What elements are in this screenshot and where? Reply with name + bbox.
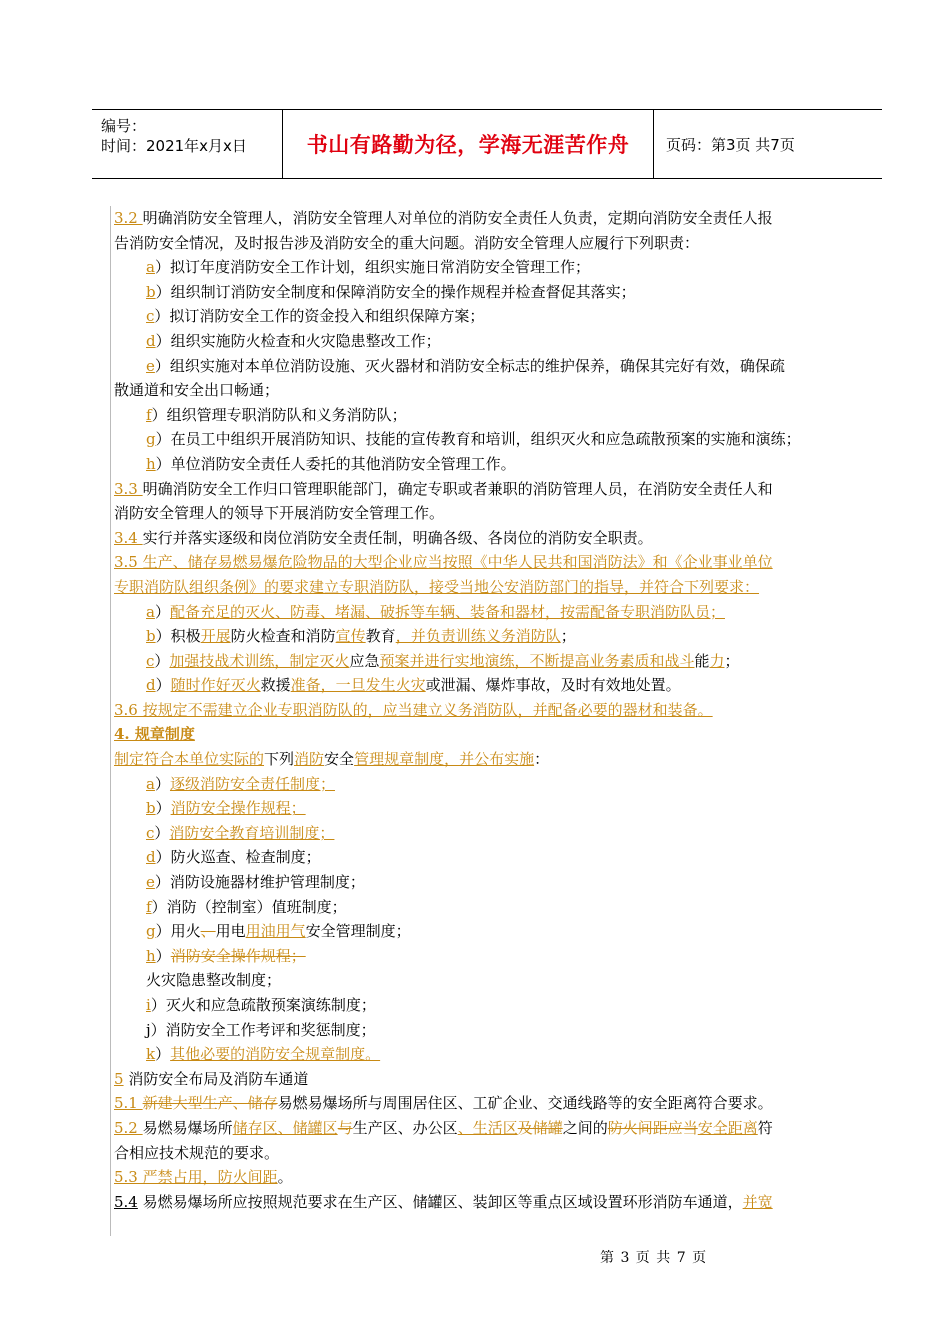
body-line	[111, 895, 866, 920]
revised-text: ，并负责训练义务消防队	[395, 627, 561, 646]
revised-text: 宣传	[335, 627, 366, 646]
body-line	[111, 329, 866, 354]
body-text: 能	[694, 651, 710, 670]
body-line	[111, 231, 866, 256]
body-text: 安全	[324, 750, 355, 769]
revised-text: 5.4	[114, 1192, 138, 1211]
revised-text: c	[146, 651, 155, 670]
body-text: 生产区、办公区	[352, 1118, 458, 1137]
revised-text: 5.2	[114, 1118, 143, 1137]
body-text: 或泄漏、爆炸事故，及时有效地处置。	[425, 676, 681, 695]
deleted-text: 新建大型生产、储存	[142, 1094, 278, 1113]
body-text: 易燃易爆场所与周围居住区、工矿企业、交通线路等的安全距离符合要求。	[277, 1094, 773, 1113]
body-line	[111, 624, 866, 649]
body-line	[111, 600, 866, 625]
body-text: j）消防安全工作考评和奖惩制度；	[146, 1020, 376, 1039]
revised-text: i	[146, 996, 151, 1014]
revised-text: a	[146, 602, 155, 621]
revised-text: 5.1	[114, 1094, 143, 1113]
revised-text: g	[146, 922, 156, 941]
body-line	[111, 1165, 866, 1190]
revised-text: f	[146, 405, 152, 424]
revised-text: b	[146, 282, 156, 301]
body-text: 易燃易爆场所应按照规范要求在生产区、储罐区、装卸区等重点区域设置环形消防车通道，	[137, 1192, 743, 1211]
body-text: ）组织实施防火检查和火灾隐患整改工作；	[155, 331, 441, 350]
body-line	[111, 1018, 866, 1043]
header-motto-cell	[282, 110, 654, 178]
revised-text: d	[146, 676, 156, 695]
revised-text: 预案并进行实地演练，不断提高业务素质和战斗	[379, 651, 695, 670]
body-line	[111, 870, 866, 895]
revised-text: 5.3 严禁占用，防火间距	[114, 1168, 278, 1187]
body-text: ）	[155, 676, 171, 695]
body-line	[111, 403, 866, 428]
revised-text: 管理规章制度，并公布实施	[354, 750, 535, 769]
body-line	[111, 255, 866, 280]
body-line	[111, 796, 866, 821]
revised-text: e	[146, 356, 155, 375]
revised-text: 制定符合本单位实际的	[114, 750, 265, 769]
body-text: 消防安全布局及消防车通道	[123, 1069, 309, 1088]
body-line	[111, 919, 866, 944]
body-line	[111, 477, 866, 502]
body-text: 防火检查和消防	[230, 627, 336, 646]
body-line	[111, 845, 866, 870]
body-text: ；	[560, 627, 576, 646]
body-text: ）	[154, 651, 170, 670]
revised-text: 3.4	[114, 528, 143, 547]
body-line	[111, 993, 866, 1018]
revised-text: 消防安全操作规程；	[170, 799, 306, 818]
body-text: 下列	[264, 750, 295, 769]
body-text: ）灭火和应急疏散预案演练制度；	[150, 996, 376, 1014]
body-line	[111, 452, 866, 477]
body-text: 消防安全管理人的领导下开展消防安全管理工作。	[114, 504, 445, 523]
body-line	[111, 1141, 866, 1166]
body-line	[111, 378, 866, 403]
deleted-text: 防火间距应当	[607, 1118, 698, 1137]
revised-text: 3.2	[114, 209, 143, 227]
body-text: ）	[155, 799, 171, 818]
header-left-cell	[92, 110, 282, 178]
revised-text: h	[146, 454, 156, 473]
body-text: 易燃易爆场所	[142, 1118, 233, 1137]
body-text: ）单位消防安全责任人委托的其他消防安全管理工作。	[155, 454, 516, 473]
body-text: ）消防设施器材维护管理制度；	[154, 873, 365, 892]
body-line	[111, 354, 866, 379]
body-text: 之间的	[562, 1118, 608, 1137]
revised-text: 3.5 生产、储存易燃易爆危险物品的大型企业应当按照《中华人民共和国消防法》和《企业事业单位	[114, 553, 773, 572]
body-line	[111, 1190, 866, 1215]
revised-text: 4. 规章制度	[114, 725, 195, 744]
body-text: ）消防（控制室）值班制度；	[151, 897, 347, 916]
revised-text: c	[146, 823, 155, 842]
revised-text: 、生活区	[457, 1118, 518, 1137]
body-text: 安全管理制度；	[305, 922, 411, 941]
revised-text: b	[146, 799, 156, 818]
revised-text: 随时作好灭火	[170, 676, 261, 695]
revised-text: k	[146, 1045, 156, 1064]
body-text: ）组织实施对本单位消防设施、灭火器材和消防安全标志的维护保养，确保其完好有效，确保疏	[154, 356, 785, 375]
revised-text: 消防安全教育培训制度；	[169, 823, 335, 842]
body-text: ）组织制订消防安全制度和保障消防安全的操作规程并检查督促其落实；	[155, 282, 636, 301]
body-line	[111, 968, 866, 993]
body-text: 散通道和安全出口畅通；	[114, 381, 280, 400]
page-header	[92, 109, 882, 179]
body-line	[111, 649, 866, 674]
body-line	[111, 280, 866, 305]
revised-text: 开展	[200, 627, 231, 646]
revised-text: 力	[709, 651, 725, 670]
revised-text: c	[146, 307, 155, 326]
revised-text: e	[146, 873, 155, 892]
body-text: 告消防安全情况，及时报告涉及消防安全的重大问题。消防安全管理人应履行下列职责：	[114, 233, 700, 252]
body-line	[111, 747, 866, 772]
revised-text: 加强技战术训练，制定灭火	[169, 651, 350, 670]
revised-text: b	[146, 627, 156, 646]
body-text: ）组织管理专职消防队和义务消防队；	[151, 405, 407, 424]
header-page-label: 页码：第3页 共7页	[666, 135, 795, 154]
revised-text: f	[146, 897, 152, 916]
body-text: ）积极	[155, 627, 201, 646]
revised-text: 配备充足的灭火、防毒、堵漏、破拆等车辆、装备和器材，按需配备专职消防队员；	[169, 602, 725, 621]
revised-text: 安全距离	[697, 1118, 758, 1137]
revised-text: 5	[114, 1069, 124, 1088]
body-text: ：	[534, 750, 550, 769]
body-text: 实行并落实逐级和岗位消防安全责任制，明确各级、各岗位的消防安全职责。	[142, 528, 653, 547]
body-line	[111, 550, 866, 575]
body-line	[111, 1091, 866, 1116]
body-line	[111, 427, 866, 452]
body-line	[111, 575, 866, 600]
body-text: ）拟订年度消防安全工作计划，组织实施日常消防安全管理工作；	[154, 258, 590, 277]
body-text: 明确消防安全工作归口管理职能部门，确定专职或者兼职的消防管理人员，在消防安全责任人和	[142, 479, 773, 498]
body-line	[111, 944, 866, 969]
revised-text: 3.3	[114, 479, 143, 498]
revised-text: d	[146, 848, 156, 867]
revised-text: 消防	[294, 750, 325, 769]
deleted-text: 与	[337, 1118, 353, 1137]
revised-text: a	[146, 774, 155, 793]
revised-text: 专职消防队组织条例》的要求建立专职消防队，接受当地公安消防部门的指导，并符合下列要求：	[114, 577, 760, 596]
revised-text: 用油用气	[245, 922, 306, 941]
body-text: 明确消防安全管理人，消防安全管理人对单位的消防安全责任人负责，定期向消防安全责任人报	[142, 209, 773, 227]
page-footer: 第 3 页 共 7 页	[600, 1250, 708, 1266]
body-text: ）	[154, 774, 170, 793]
revised-text: a	[146, 258, 155, 277]
revised-text: 3.6 按规定不需建立企业专职消防队的，应当建立义务消防队，并配备必要的器材和装备。	[114, 700, 713, 719]
body-line	[111, 1116, 866, 1141]
revised-text: 储存区、储罐区	[232, 1118, 338, 1137]
deleted-text: 及储罐	[517, 1118, 563, 1137]
document-code-label: 编号：	[101, 117, 147, 135]
body-text: 教育	[365, 627, 396, 646]
revised-text: 逐级消防安全责任制度；	[169, 774, 335, 793]
revised-text: d	[146, 331, 156, 350]
deleted-text: 消防安全操作规程；	[170, 946, 306, 965]
body-text: 火灾隐患整改制度；	[146, 971, 282, 990]
revised-text: 并宽	[742, 1192, 773, 1211]
body-text: 救援	[260, 676, 291, 695]
body-text: ；	[724, 651, 740, 670]
body-line	[111, 1067, 866, 1092]
body-line	[111, 772, 866, 797]
body-text: 应急	[349, 651, 380, 670]
document-time-label: 时间：2021年x月x日	[101, 137, 247, 155]
body-line	[111, 304, 866, 329]
body-line	[111, 698, 866, 723]
body-text: 。	[277, 1168, 293, 1187]
revised-text: g	[146, 430, 156, 449]
body-line	[111, 722, 866, 747]
body-line	[111, 821, 866, 846]
deleted-text: 、	[200, 922, 216, 941]
body-line	[111, 526, 866, 551]
body-text: ）	[154, 823, 170, 842]
body-line	[111, 673, 866, 698]
body-text: ）在员工中组织开展消防知识、技能的宣传教育和培训，组织灭火和应急疏散预案的实施和演练；	[155, 430, 801, 449]
body-text: ）拟订消防安全工作的资金投入和组织保障方案；	[154, 307, 485, 326]
header-motto: 书山有路勤为径，学海无涯苦作舟	[306, 133, 630, 157]
body-text: ）	[154, 602, 170, 621]
revised-text: 准备，一旦发生火灾	[290, 676, 426, 695]
header-right-cell	[652, 110, 882, 178]
revised-text: 其他必要的消防安全规章制度。	[170, 1045, 381, 1064]
body-line	[111, 206, 866, 231]
body-text: ）	[155, 1045, 171, 1064]
body-text: ）防火巡查、检查制度；	[155, 848, 321, 867]
body-text: 用电	[215, 922, 246, 941]
body-line	[111, 501, 866, 526]
body-text: ）用火	[155, 922, 201, 941]
document-body	[110, 206, 866, 1236]
body-text: 合相应技术规范的要求。	[114, 1143, 280, 1162]
revised-text: h	[146, 946, 156, 965]
body-text: 符	[757, 1118, 773, 1137]
body-text: ）	[155, 946, 171, 965]
body-line	[111, 1042, 866, 1067]
